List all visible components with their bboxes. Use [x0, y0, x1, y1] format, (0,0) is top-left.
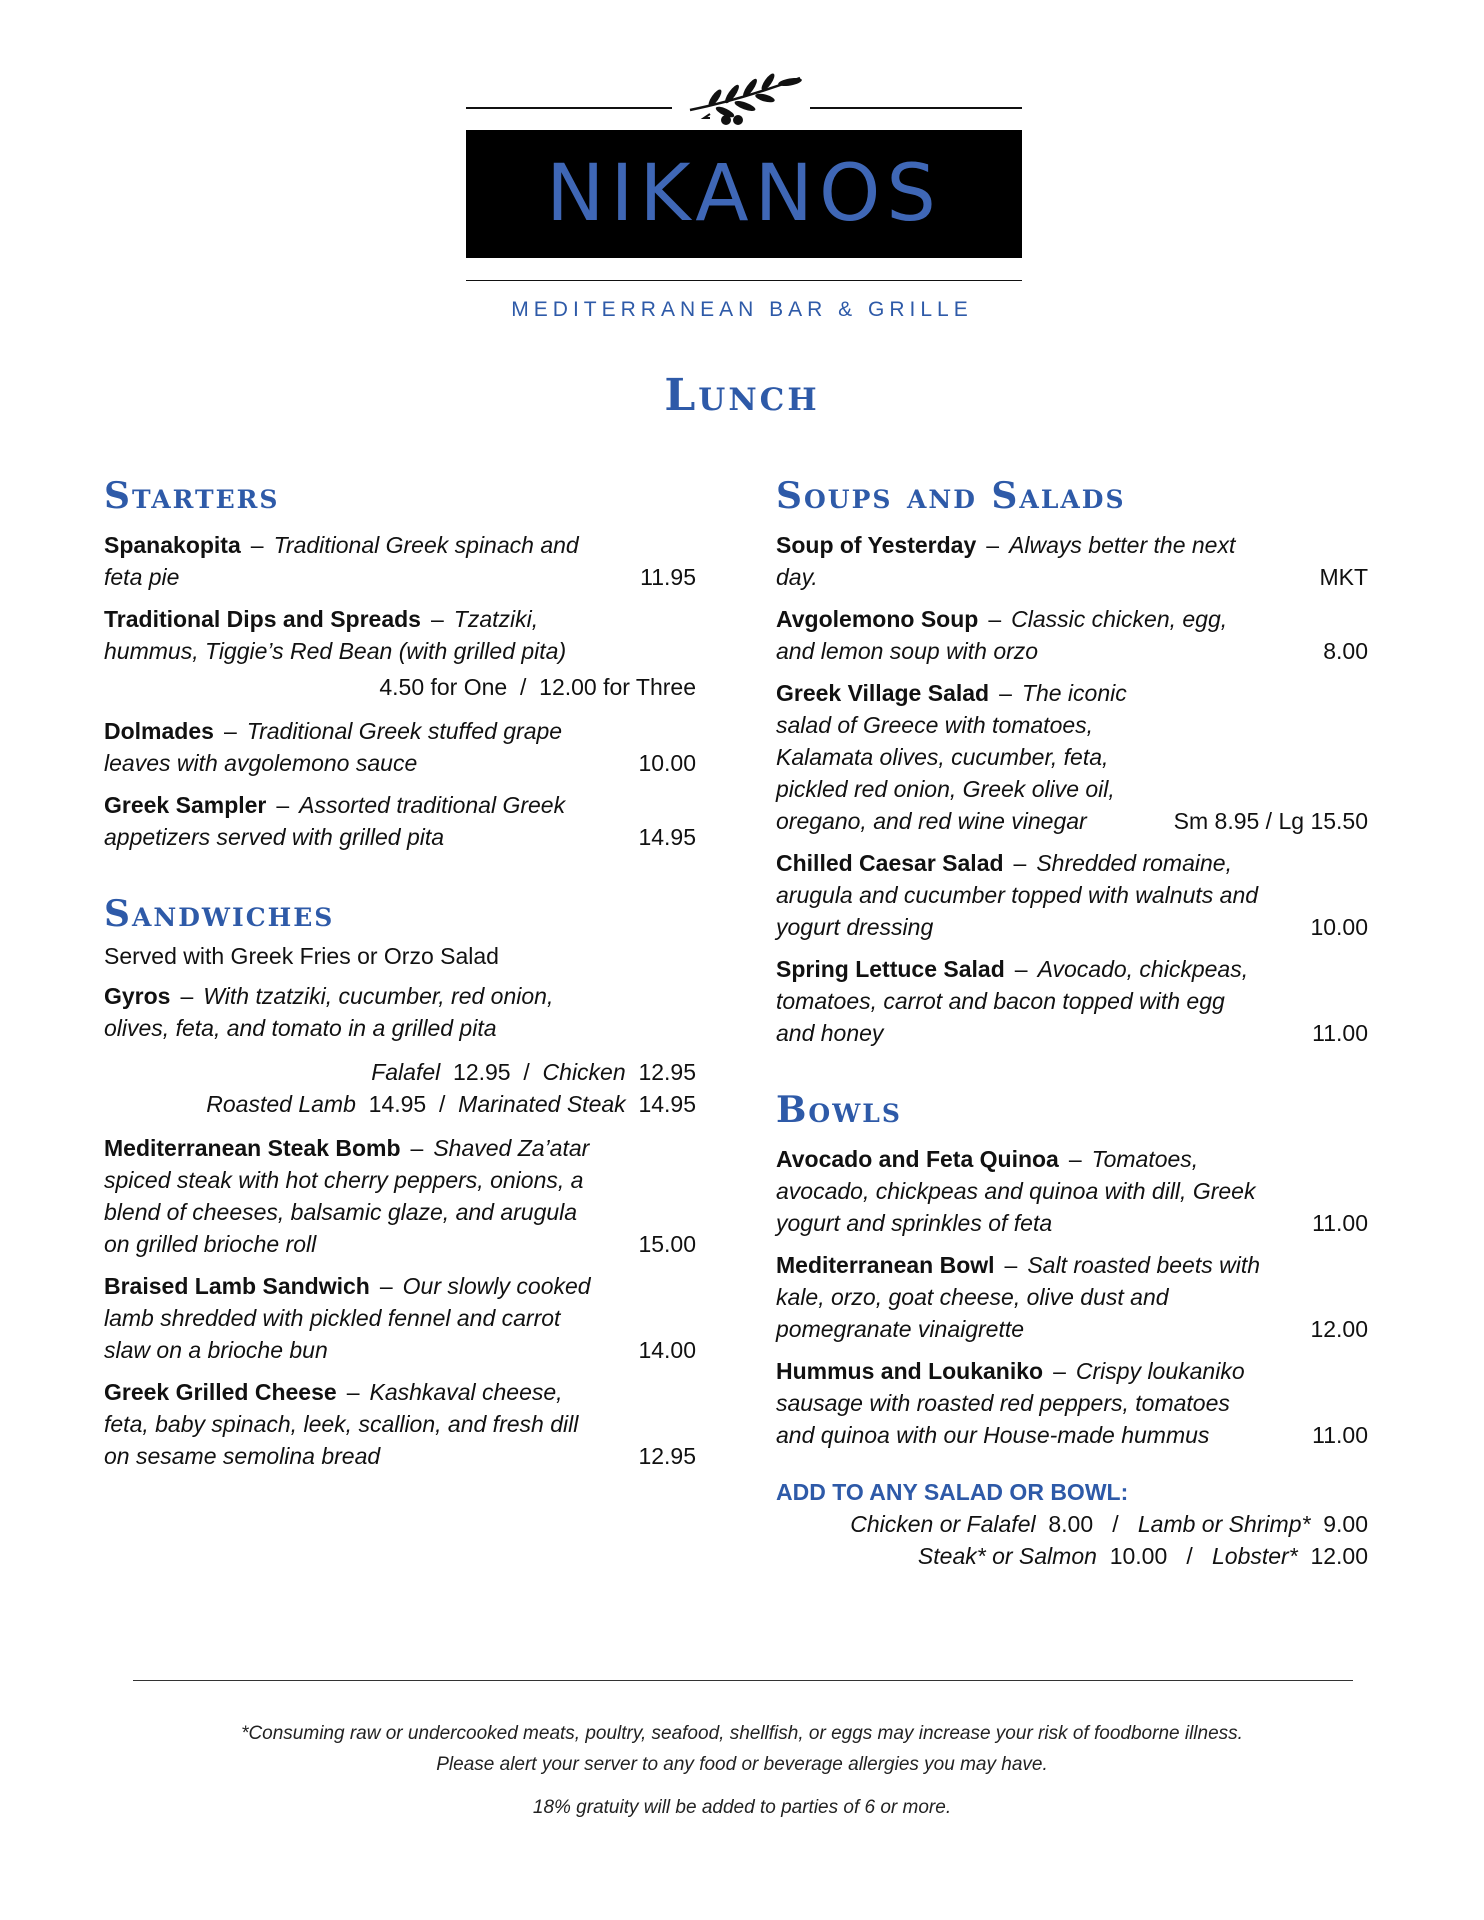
- addon-price: 12.00: [1310, 1543, 1368, 1569]
- item-name: Mediterranean Steak Bomb: [104, 1135, 401, 1161]
- menu-item: Soup of Yesterday – Always better the next day. MKT: [776, 529, 1368, 593]
- addon-label: Chicken or Falafel: [850, 1511, 1036, 1537]
- item-price: 11.95: [640, 564, 696, 590]
- item-name: Greek Sampler: [104, 792, 267, 818]
- addon-price: 9.00: [1323, 1511, 1368, 1537]
- item-price: 12.95: [638, 1443, 696, 1469]
- menu-item: Greek Village Salad – The iconic salad of Greece with tomatoes, Kalamata olives, cucumber, feta, pickled red onion, Greek olive oil, oregano, and red wine vinegar Sm 8.95 / Lg 15.50: [776, 677, 1368, 837]
- item-desc: Crispy loukaniko sausage with roasted red peppers, tomatoes and quinoa with our House-made hummus: [776, 1358, 1245, 1448]
- menu-item: Chilled Caesar Salad – Shredded romaine, arugula and cucumber topped with walnuts and yogurt dressing 10.00: [776, 847, 1368, 943]
- menu-item: Mediterranean Steak Bomb – Shaved Za’atar spiced steak with hot cherry peppers, onions, a blend of cheeses, balsamic glaze, and arugula on grilled brioche roll 15.00: [104, 1132, 696, 1260]
- option-price: 14.95: [368, 1091, 427, 1117]
- item-price: Sm 8.95 / Lg 15.50: [1173, 808, 1368, 834]
- item-price: MKT: [1319, 564, 1368, 590]
- item-price: 11.00: [1312, 1020, 1368, 1046]
- item-price: 14.95: [638, 824, 696, 850]
- gyros-options: Falafel 12.95 / Chicken 12.95 Roasted Lamb 14.95 / Marinated Steak 14.95: [206, 1059, 696, 1117]
- footer-notes: [0, 1718, 1484, 1823]
- page-title: Lunch: [664, 370, 820, 421]
- item-price: 10.00: [638, 750, 696, 776]
- item-desc: Shredded romaine, arugula and cucumber topped with walnuts and yogurt dressing: [776, 850, 1259, 940]
- food-safety-notice: *Consuming raw or undercooked meats, poultry, seafood, shellfish, or eggs may increase your risk of foodborne illness.: [241, 1723, 1243, 1744]
- item-desc: Assorted traditional Greek appetizers served with grilled pita: [104, 792, 566, 850]
- addon-label: Steak* or Salmon: [917, 1543, 1097, 1569]
- menu-item: Avocado and Feta Quinoa – Tomatoes, avocado, chickpeas and quinoa with dill, Greek yogurt and sprinkles of feta 11.00: [776, 1143, 1368, 1239]
- item-desc: Avocado, chickpeas, tomatoes, carrot and bacon topped with egg and honey: [776, 956, 1249, 1046]
- left-column: [104, 475, 696, 1512]
- item-name: Greek Grilled Cheese: [104, 1379, 337, 1405]
- right-column: [776, 475, 1368, 1612]
- item-name: Avgolemono Soup: [776, 606, 979, 632]
- addon-price: 10.00: [1109, 1543, 1168, 1569]
- gratuity-notice: 18% gratuity will be added to parties of 6 or more.: [532, 1797, 952, 1818]
- section-soups-salads: [776, 475, 1368, 1049]
- item-name: Mediterranean Bowl: [776, 1252, 995, 1278]
- item-name: Spring Lettuce Salad: [776, 956, 1005, 982]
- option-label: Roasted Lamb: [206, 1091, 356, 1117]
- item-name: Greek Village Salad: [776, 680, 990, 706]
- item-desc: Kashkaval cheese, feta, baby spinach, leek, scallion, and fresh dill on sesame semolina bread: [104, 1379, 579, 1469]
- section-title: Bowls: [776, 1089, 902, 1131]
- item-name: Hummus and Loukaniko: [776, 1358, 1044, 1384]
- item-desc: With tzatziki, cucumber, red onion, olives, feta, and tomato in a grilled pita: [104, 983, 554, 1041]
- item-name: Chilled Caesar Salad: [776, 850, 1004, 876]
- item-price: 14.00: [638, 1337, 696, 1363]
- item-price: 11.00: [1312, 1210, 1368, 1236]
- item-desc: Always better the next day.: [776, 532, 1236, 590]
- section-title: Soups and Salads: [776, 475, 1126, 517]
- item-price: 12.00: [1310, 1316, 1368, 1342]
- item-desc: Salt roasted beets with kale, orzo, goat cheese, olive dust and pomegranate vinaigrette: [776, 1252, 1261, 1342]
- item-name: Spanakopita: [104, 532, 241, 558]
- menu-header: [0, 0, 1484, 340]
- item-desc: Traditional Greek spinach and feta pie: [104, 532, 579, 590]
- header-rule-right: [810, 107, 1022, 109]
- section-starters: [104, 475, 696, 853]
- menu-item: Avgolemono Soup – Classic chicken, egg, and lemon soup with orzo 8.00: [776, 603, 1368, 667]
- item-name: Dolmades: [104, 718, 214, 744]
- menu-item: Traditional Dips and Spreads – Tzatziki, hummus, Tiggie’s Red Bean (with grilled pita): [104, 606, 567, 664]
- option-label: Falafel: [371, 1059, 441, 1085]
- menu-item: Greek Sampler – Assorted traditional Greek appetizers served with grilled pita 14.95: [104, 789, 696, 853]
- addon-label: Lobster*: [1211, 1543, 1298, 1569]
- dips-pricing: 4.50 for One / 12.00 for Three: [379, 674, 696, 700]
- item-price: 8.00: [1323, 638, 1368, 664]
- item-desc: The iconic salad of Greece with tomatoes, Kalamata olives, cucumber, feta, pickled red onion, Greek olive oil, oregano, and red wine vinegar: [776, 680, 1127, 834]
- section-title: Starters: [104, 475, 280, 517]
- footer-divider: [133, 1680, 1353, 1681]
- option-price: 12.95: [453, 1059, 511, 1085]
- option-label: Chicken: [542, 1059, 626, 1085]
- menu-item: Spring Lettuce Salad – Avocado, chickpeas, tomatoes, carrot and bacon topped with egg and honey 11.00: [776, 953, 1368, 1049]
- item-name: Gyros: [104, 983, 171, 1009]
- item-desc: Our slowly cooked lamb shredded with pickled fennel and carrot slaw on a brioche bun: [104, 1273, 591, 1363]
- item-name: Avocado and Feta Quinoa: [776, 1146, 1059, 1172]
- logo-text: NIKANOS: [546, 149, 942, 239]
- menu-item: Hummus and Loukaniko – Crispy loukaniko sausage with roasted red peppers, tomatoes and quinoa with our House-made hummus 11.00: [776, 1355, 1368, 1451]
- menu-item: Dolmades – Traditional Greek stuffed grape leaves with avgolemono sauce 10.00: [104, 715, 696, 779]
- option-price: 14.95: [638, 1091, 696, 1117]
- section-sandwiches: [104, 893, 696, 1472]
- header-rule-left: [466, 107, 672, 109]
- item-name: Soup of Yesterday: [776, 532, 977, 558]
- item-desc: Classic chicken, egg, and lemon soup with orzo: [776, 606, 1228, 664]
- item-desc: Tomatoes, avocado, chickpeas and quinoa with dill, Greek yogurt and sprinkles of feta: [776, 1146, 1256, 1236]
- menu-item: Spanakopita – Traditional Greek spinach and feta pie 11.95: [104, 529, 696, 593]
- item-price: 10.00: [1310, 914, 1368, 940]
- menu-item: Braised Lamb Sandwich – Our slowly cooked lamb shredded with pickled fennel and carrot slaw on a brioche bun 14.00: [104, 1270, 696, 1366]
- olive-branch-icon: [680, 70, 810, 130]
- item-desc: Tzatziki, hummus, Tiggie’s Red Bean (with grilled pita): [104, 606, 567, 664]
- addon-price: 8.00: [1048, 1511, 1094, 1537]
- menu-item: Gyros – With tzatziki, cucumber, red onion, olives, feta, and tomato in a grilled pita: [104, 983, 554, 1041]
- addon-options: Chicken or Falafel 8.00 / Lamb or Shrimp* 9.00 Steak* or Salmon 10.00 / Lobster* 12.00: [850, 1511, 1368, 1569]
- section-title: Sandwiches: [104, 893, 335, 935]
- section-note: Served with Greek Fries or Orzo Salad: [104, 943, 499, 969]
- item-name: Braised Lamb Sandwich: [104, 1273, 370, 1299]
- section-bowls: [776, 1089, 1368, 1572]
- menu-item: Greek Grilled Cheese – Kashkaval cheese, feta, baby spinach, leek, scallion, and fresh dill on sesame semolina bread 12.95: [104, 1376, 696, 1472]
- item-name: Traditional Dips and Spreads: [104, 606, 421, 632]
- item-desc: Shaved Za’atar spiced steak with hot cherry peppers, onions, a blend of cheeses, balsamic glaze, and arugula on grilled brioche roll: [104, 1135, 590, 1257]
- item-desc: Traditional Greek stuffed grape leaves with avgolemono sauce: [104, 718, 563, 776]
- allergy-notice: Please alert your server to any food or beverage allergies you may have.: [436, 1754, 1048, 1775]
- tagline: MEDITERRANEAN BAR & GRILLE: [511, 298, 973, 321]
- addon-title: ADD TO ANY SALAD OR BOWL:: [776, 1479, 1129, 1505]
- logo: [466, 130, 1022, 258]
- option-price: 12.95: [638, 1059, 696, 1085]
- addon-label: Lamb or Shrimp*: [1137, 1511, 1311, 1537]
- option-label: Marinated Steak: [458, 1091, 626, 1117]
- header-rule-bottom: [466, 280, 1022, 281]
- menu-item: Mediterranean Bowl – Salt roasted beets with kale, orzo, goat cheese, olive dust and pomegranate vinaigrette 12.00: [776, 1249, 1368, 1345]
- item-price: 15.00: [638, 1231, 696, 1257]
- item-price: 11.00: [1312, 1422, 1368, 1448]
